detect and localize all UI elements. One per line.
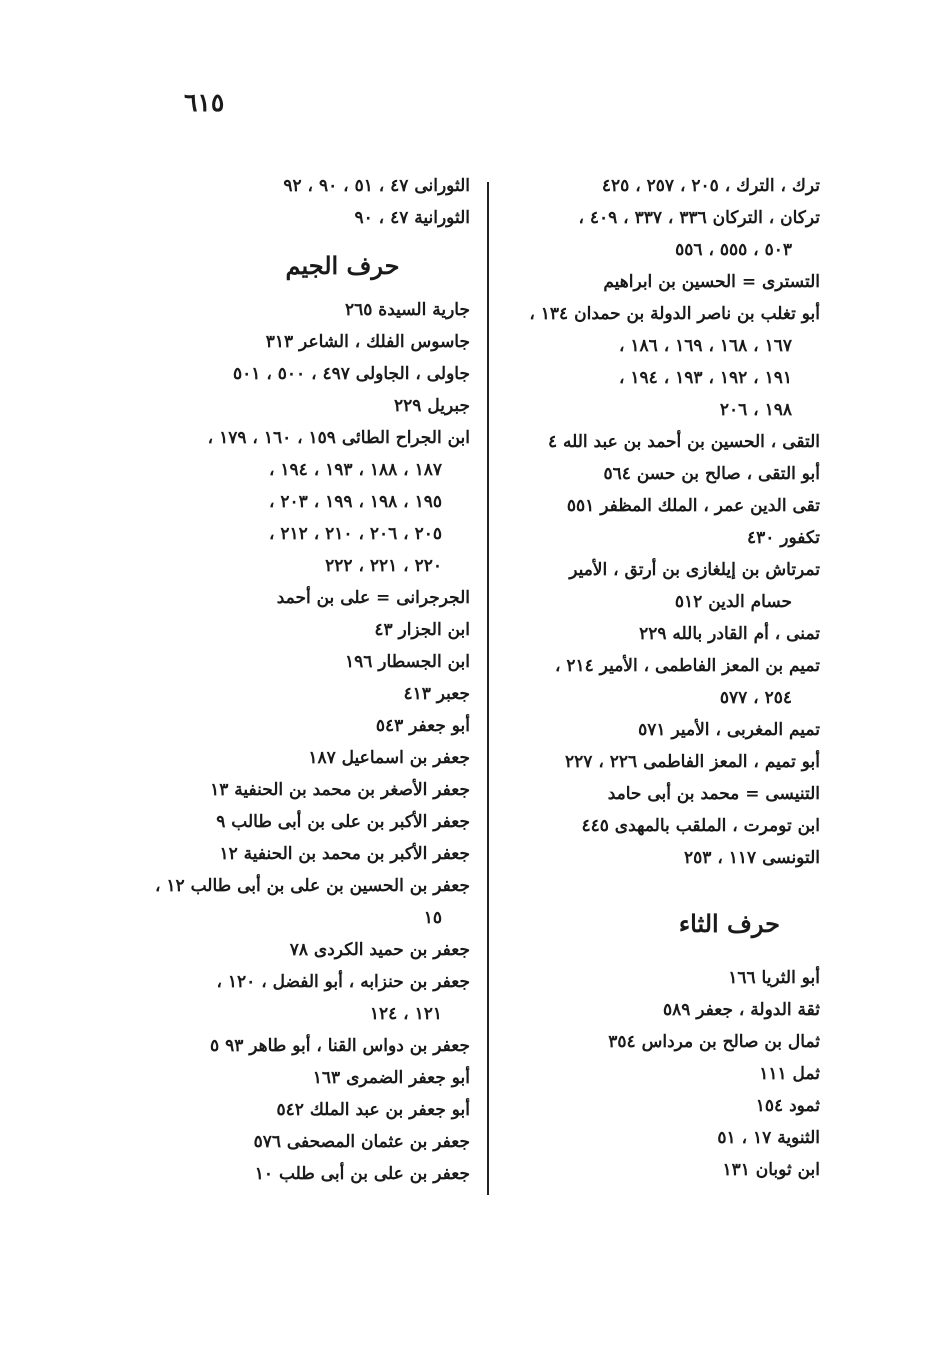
index-entry: تمنى ، أم القادر بالله ٢٢٩ xyxy=(639,624,820,644)
index-entry: تكفور ٤٣٠ xyxy=(746,528,820,548)
index-entry: جعفر بن اسماعيل ١٨٧ xyxy=(308,748,470,768)
index-entry-continuation: ٢٥٤ ، ٥٧٧ xyxy=(719,688,792,708)
index-entry: ابن الجسطار ١٩٦ xyxy=(344,652,470,672)
index-entry-continuation: ١٢١ ، ١٢٤ xyxy=(369,1004,442,1024)
index-entry: ابن الجزار ٤٣ xyxy=(374,620,470,640)
index-entry: ابن ثوبان ١٣١ xyxy=(722,1160,820,1180)
index-entry: أبو جعفر الضمرى ١٦٣ xyxy=(312,1068,470,1088)
index-entry-continuation: ١٩١ ، ١٩٢ ، ١٩٣ ، ١٩٤ ، xyxy=(618,368,792,388)
left-column xyxy=(155,170,470,1190)
index-entry: تميم بن المعز الفاطمى ، الأمير ٢١٤ ، xyxy=(554,656,820,676)
index-entry: جاسوس الفلك ، الشاعر ٣١٣ xyxy=(265,332,470,352)
index-entry: الثورانية ٤٧ ، ٩٠ xyxy=(354,208,470,228)
index-entry: جارية السيدة ٢٦٥ xyxy=(344,300,470,320)
index-entry: جاولى ، الجاولى ٤٩٧ ، ٥٠٠ ، ٥٠١ xyxy=(233,364,470,384)
index-entry: ثمال بن صالح بن مرداس ٣٥٤ xyxy=(608,1032,820,1052)
index-entry: أبو التقى ، صالح بن حسن ٥٦٤ xyxy=(603,464,820,484)
index-entry: جعفر الأكبر بن على بن أبى طالب ٩ xyxy=(216,812,470,832)
index-entry: أبو تغلب بن ناصر الدولة بن حمدان ١٣٤ ، xyxy=(529,304,820,324)
index-entry: ثقة الدولة ، جعفر ٥٨٩ xyxy=(662,1000,820,1020)
index-entry: التونسى ١١٧ ، ٢٥٣ xyxy=(684,848,820,868)
index-entry: جعبر ٤١٣ xyxy=(403,684,470,704)
index-entry-continuation: ١٩٥ ، ١٩٨ ، ١٩٩ ، ٢٠٣ ، xyxy=(268,492,442,512)
index-entry: التسترى = الحسين بن ابراهيم xyxy=(603,272,820,292)
page-number: ٦١٥ xyxy=(184,88,225,117)
index-entry: جبريل ٢٢٩ xyxy=(394,396,470,416)
index-entry-continuation: ٥٠٣ ، ٥٥٥ ، ٥٥٦ xyxy=(675,240,792,260)
index-entry: أبو الثريا ١٦٦ xyxy=(728,968,820,988)
section-heading-jim: حرف الجيم xyxy=(285,251,400,280)
index-entry: ابن تومرت ، الملقب بالمهدى ٤٤٥ xyxy=(581,816,820,836)
index-entry: تقى الدين عمر ، الملك المظفر ٥٥١ xyxy=(566,496,820,516)
index-entry: جعفر بن الحسين بن على بن أبى طالب ١٢ ، xyxy=(155,876,470,896)
right-column xyxy=(480,170,820,1186)
index-entry: تمرتاش بن إيلغازى بن أرتق ، الأمير xyxy=(569,560,820,580)
index-entry: جعفر الأصغر بن محمد بن الحنفية ١٣ xyxy=(210,780,470,800)
index-entry: جعفر بن دواس القنا ، أبو طاهر ٩٣ ٥ xyxy=(210,1036,470,1056)
index-entry: الثنوية ١٧ ، ٥١ xyxy=(717,1128,820,1148)
index-entry-continuation: حسام الدين ٥١٢ xyxy=(674,592,792,612)
index-entry-continuation: ١٦٧ ، ١٦٨ ، ١٦٩ ، ١٨٦ ، xyxy=(618,336,792,356)
index-entry: التقى ، الحسين بن أحمد بن عبد الله ٤ xyxy=(547,432,820,452)
index-entry: تركان ، التركان ٣٣٦ ، ٣٣٧ ، ٤٠٩ ، xyxy=(578,208,820,228)
index-entry: ثمل ١١١ xyxy=(759,1064,820,1084)
index-entry-continuation: ١٨٧ ، ١٨٨ ، ١٩٣ ، ١٩٤ ، xyxy=(268,460,442,480)
index-entry: ثمود ١٥٤ xyxy=(755,1096,820,1116)
index-entry: جعفر الأكبر بن محمد بن الحنفية ١٢ xyxy=(219,844,470,864)
index-entry: أبو جعفر ٥٤٣ xyxy=(375,716,470,736)
index-entry: ترك ، الترك ، ٢٠٥ ، ٢٥٧ ، ٤٢٥ xyxy=(601,176,820,196)
index-entry-continuation: ١٩٨ ، ٢٠٦ xyxy=(719,400,792,420)
section-heading-tha: حرف الثاء xyxy=(678,909,780,938)
index-entry: الثورانى ٤٧ ، ٥١ ، ٩٠ ، ٩٢ xyxy=(283,176,470,196)
index-entry-continuation: ٢٢٠ ، ٢٢١ ، ٢٢٢ xyxy=(325,556,442,576)
index-entry: ابن الجراح الطائى ١٥٩ ، ١٦٠ ، ١٧٩ ، xyxy=(207,428,470,448)
index-entry: أبو تميم ، المعز الفاطمى ٢٢٦ ، ٢٢٧ xyxy=(565,752,820,772)
index-entry: الجرجرانى = على بن أحمد xyxy=(276,588,470,608)
index-entry: جعفر بن عثمان المصحفى ٥٧٦ xyxy=(253,1132,470,1152)
index-entry: تميم المغربى ، الأمير ٥٧١ xyxy=(638,720,820,740)
index-entry-continuation: ٢٠٥ ، ٢٠٦ ، ٢١٠ ، ٢١٢ ، xyxy=(268,524,442,544)
index-entry: جعفر بن حميد الكردى ٧٨ xyxy=(289,940,470,960)
index-entry: جعفر بن على بن أبى طلب ١٠ xyxy=(254,1164,470,1184)
index-entry: أبو جعفر بن عبد الملك ٥٤٢ xyxy=(276,1100,470,1120)
index-entry-continuation: ١٥ xyxy=(423,908,442,928)
index-entry: التنيسى = محمد بن أبى حامد xyxy=(607,784,820,804)
index-entry: جعفر بن حنزابه ، أبو الفضل ، ١٢٠ ، xyxy=(216,972,470,992)
